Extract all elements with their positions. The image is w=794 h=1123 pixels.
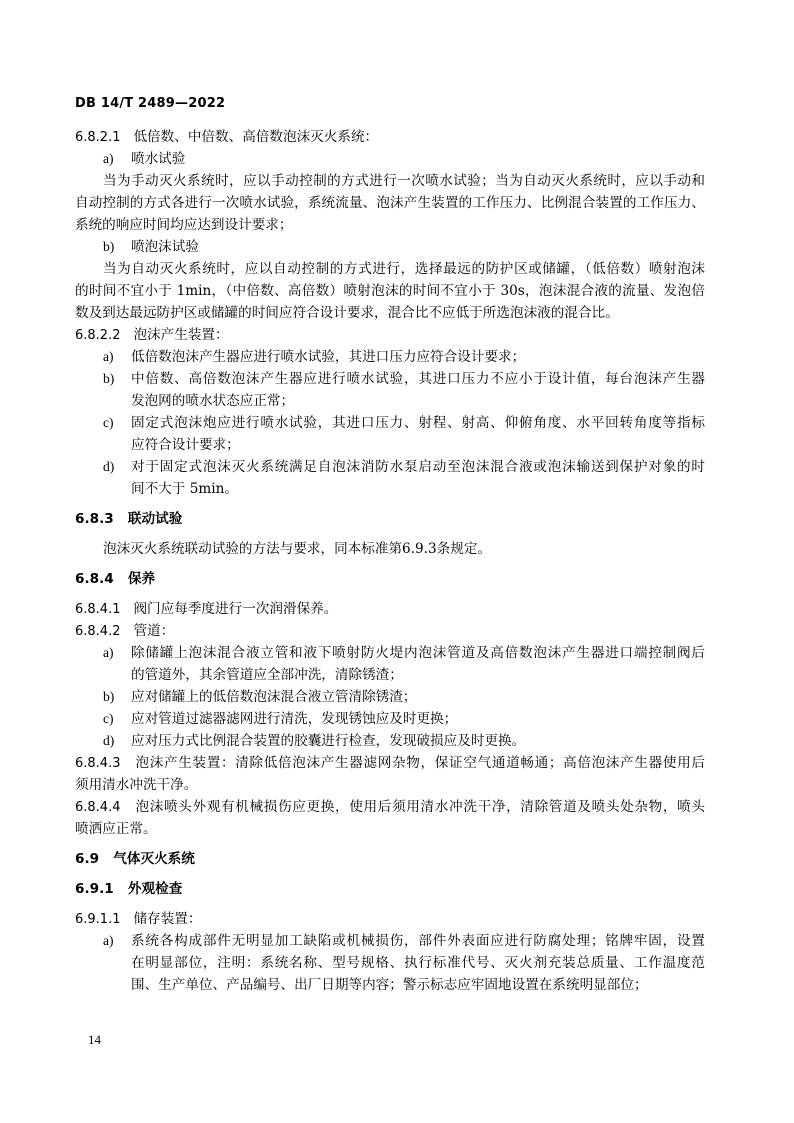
paragraph-line: 数及到达最远防护区或储罐的时间应符合设计要求，混合比不应低于所选泡沫液的混合比。: [75, 305, 619, 321]
list-item-continuation: 围、生产单位、产品编号、出厂日期等内容；警示标志应牢固地设置在系统明显部位；: [131, 977, 648, 993]
list-item: c) 固定式泡沫炮应进行喷水试验，其进口压力、射程、射高、仰俯角度、水平回转角度等指标: [103, 415, 705, 431]
section-6841: 6.8.4.1 阀门应每季度进行一次润滑保养。: [75, 601, 338, 617]
section-691-heading: 6.9.1 外观检查: [75, 881, 183, 897]
section-6844: 6.8.4.4 泡沫喷头外观有机械损伤应更换，使用后须用清水冲洗干净，清除管道及喷头处杂物，喷头: [75, 799, 705, 815]
paragraph-line: 的时间不宜小于 1min，（中倍数、高倍数）喷射泡沫的时间不宜小于 30s，泡沫混合液的流量、发泡倍: [75, 283, 705, 299]
list-item-continuation: 发泡网的喷水状态应正常；: [131, 393, 295, 409]
section-6911-heading: 6.9.1.1 储存装置：: [75, 911, 202, 927]
list-item-continuation: 在明显部位，注明：系统名称、型号规格、执行标准代号、灭火剂充装总质量、工作温度范: [131, 955, 705, 971]
paragraph-line: 当为手动灭火系统时，应以手动控制的方式进行一次喷水试验；当为自动灭火系统时，应以手动和: [103, 173, 705, 189]
list-item: a) 低倍数泡沫产生器应进行喷水试验，其进口压力应符合设计要求；: [103, 349, 526, 365]
paragraph-line: 自动控制的方式各进行一次喷水试验，系统流量、泡沫产生装置的工作压力、比例混合装置的工作压力、: [75, 195, 705, 211]
document-header: DB 14/T 2489—2022: [75, 96, 226, 111]
list-item: d) 应对压力式比例混合装置的胶囊进行检查，发现破损应及时更换。: [103, 733, 526, 749]
list-item: c) 应对管道过滤器滤网进行清洗，发现锈蚀应及时更换；: [103, 711, 458, 727]
list-item: b) 中倍数、高倍数泡沫产生器应进行喷水试验，其进口压力不应小于设计值，每台泡沫产生器: [103, 371, 705, 387]
section-6842-heading: 6.8.4.2 管道：: [75, 623, 175, 639]
list-item: a) 喷水试验: [103, 151, 186, 167]
section-683-heading: 6.8.3 联动试验: [75, 511, 183, 527]
list-item: b) 应对储罐上的低倍数泡沫混合液立管清除锈渣；: [103, 689, 417, 705]
section-6822-heading: 6.8.2.2 泡沫产生装置：: [75, 327, 229, 343]
section-684-heading: 6.8.4 保养: [75, 571, 156, 587]
section-6843: 6.8.4.3 泡沫产生装置：清除低倍泡沫产生器滤网杂物，保证空气通道畅通；高倍泡沫产生器使用后: [75, 755, 705, 771]
paragraph-line: 当为自动灭火系统时，应以自动控制的方式进行，选择最远的防护区或储罐，（低倍数）喷射泡沫: [103, 261, 705, 277]
list-item: b) 喷泡沫试验: [103, 239, 199, 255]
list-item: a) 除储罐上泡沫混合液立管和液下喷射防火堤内泡沫管道及高倍数泡沫产生器进口端控制阀后: [103, 645, 705, 661]
document-body: [75, 126, 705, 996]
paragraph-line: 泡沫灭火系统联动试验的方法与要求，同本标准第6.9.3条规定。: [103, 541, 492, 557]
section-69-heading: 6.9 气体灭火系统: [75, 851, 195, 867]
list-item: d) 对于固定式泡沫灭火系统满足自泡沫消防水泵启动至泡沫混合液或泡沫输送到保护对象的时: [103, 459, 705, 475]
page-number: 14: [88, 1032, 101, 1047]
list-item-continuation: 应符合设计要求；: [131, 437, 240, 453]
paragraph-line: 须用清水冲洗干净。: [75, 777, 198, 793]
section-6821-heading: 6.8.2.1 低倍数、中倍数、高倍数泡沫灭火系统：: [75, 129, 379, 145]
list-item: a) 系统各构成部件无明显加工缺陷或机械损伤，部件外表面应进行防腐处理；铭牌牢固，设置: [103, 933, 705, 949]
list-item-continuation: 的管道外，其余管道应全部冲洗，清除锈渣；: [131, 667, 403, 683]
paragraph-line: 喷洒应正常。: [75, 821, 157, 837]
list-item-continuation: 间不大于 5min。: [131, 481, 238, 497]
paragraph-line: 系统的响应时间均应达到设计要求；: [75, 217, 293, 233]
